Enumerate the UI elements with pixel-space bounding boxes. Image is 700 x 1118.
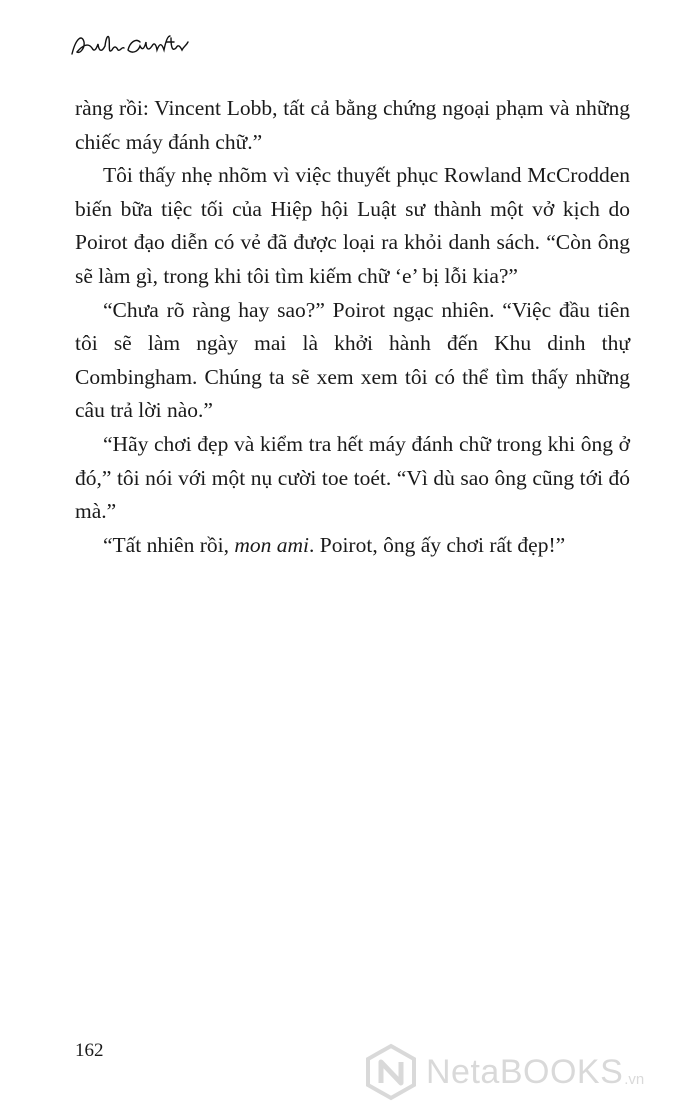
paragraph: “Hãy chơi đẹp và kiểm tra hết máy đánh chữ trong khi ông ở đó,” tôi nói với một nụ cười toe toét. “Vì dù sao ông cũng tới đó mà.” xyxy=(75,431,630,524)
paragraph: “Chưa rõ ràng hay sao?” Poirot ngạc nhiên. “Việc đầu tiên tôi sẽ làm ngày mai là khởi hành đến Khu dinh thự Combingham. Chúng ta sẽ xem xem tôi có thể tìm thấy những câu trả lời nào.” xyxy=(75,297,630,423)
author-signature xyxy=(68,28,198,62)
hexagon-n-logo-icon xyxy=(362,1043,420,1101)
text-run: “Tất nhiên rồi, xyxy=(103,532,235,557)
body-text xyxy=(75,92,630,562)
page-number: 162 xyxy=(75,1040,104,1061)
watermark-brand: NetaBOOKS xyxy=(426,1052,624,1091)
watermark-suffix: .vn xyxy=(624,1071,645,1088)
paragraph: Tôi thấy nhẹ nhõm vì việc thuyết phục Rowland McCrodden biến bữa tiệc tối của Hiệp hội Luật sư thành một vở kịch do Poirot đạo diễn có vẻ đã được loại ra khỏi danh sách. “Còn ông sẽ làm gì, trong khi tôi tìm kiếm chữ ‘e’ bị lỗi kia?” xyxy=(75,163,630,288)
paragraph: ràng rồi: Vincent Lobb, tất cả bằng chứng ngoại phạm và những chiếc máy đánh chữ.” xyxy=(75,96,630,154)
italic-phrase: mon ami xyxy=(234,532,309,557)
watermark xyxy=(362,1042,694,1102)
signature-icon xyxy=(68,28,198,62)
text-run: . Poirot, ông ấy chơi rất đẹp!” xyxy=(309,532,566,557)
paragraph-last xyxy=(75,529,630,563)
